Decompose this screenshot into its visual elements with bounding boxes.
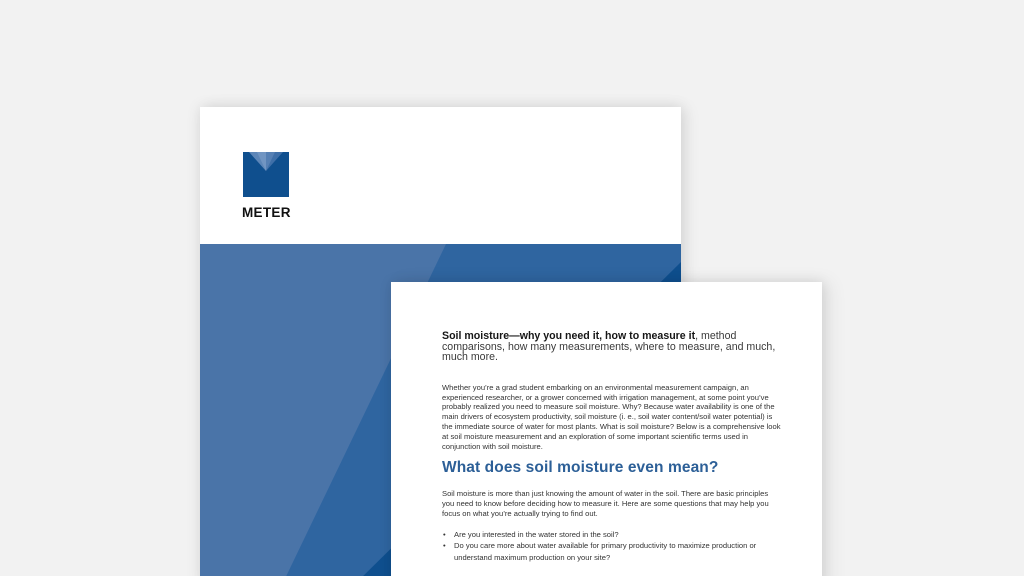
intro-bold: Soil moisture—why you need it, how to measure it <box>442 330 696 342</box>
bullet-icon: • <box>443 529 446 539</box>
intro-rest: , method comparisons, how many measurements, where to measure, and much, much more. <box>442 330 776 364</box>
question-list <box>442 529 782 563</box>
list-item-text: Are you interested in the water stored in the soil? <box>454 529 619 539</box>
section-heading: What does soil moisture even mean? <box>442 459 719 477</box>
meter-logo-icon <box>243 152 289 197</box>
paragraph-1: Whether you’re a grad student embarking on an environmental measurement campaign, an experienced researcher, or a grower concerned with irrigation management, at some point you’ve probably realized you need to measure soil moisture. Why? Because water availability is one of the main drivers of ecosystem productivity, soil moisture (i. e., soil water content/soil water potential) is the immediate source of water for most plants. What is soil moisture? Below is a comprehensive look at soil moisture measurement and an exploration of some important scientific terms used in conjunction with soil moisture. <box>442 382 781 451</box>
content-document <box>391 282 822 576</box>
paragraph-2: Soil moisture is more than just knowing the amount of water in the soil. There are basic principles you need to know before deciding how to measure it. Here are some questions that may help you focus on what you’re actually trying to find out. <box>442 489 769 518</box>
list-item <box>442 540 782 563</box>
list-item-text: Do you care more about water available for primary productivity to maximize production or understand maximum production on your site? <box>454 541 757 562</box>
intro-text <box>442 331 782 363</box>
bullet-icon: • <box>443 541 446 551</box>
page-content <box>442 331 782 563</box>
list-item <box>442 529 782 540</box>
brand-name: METER <box>242 205 291 220</box>
cover-header <box>200 107 681 244</box>
